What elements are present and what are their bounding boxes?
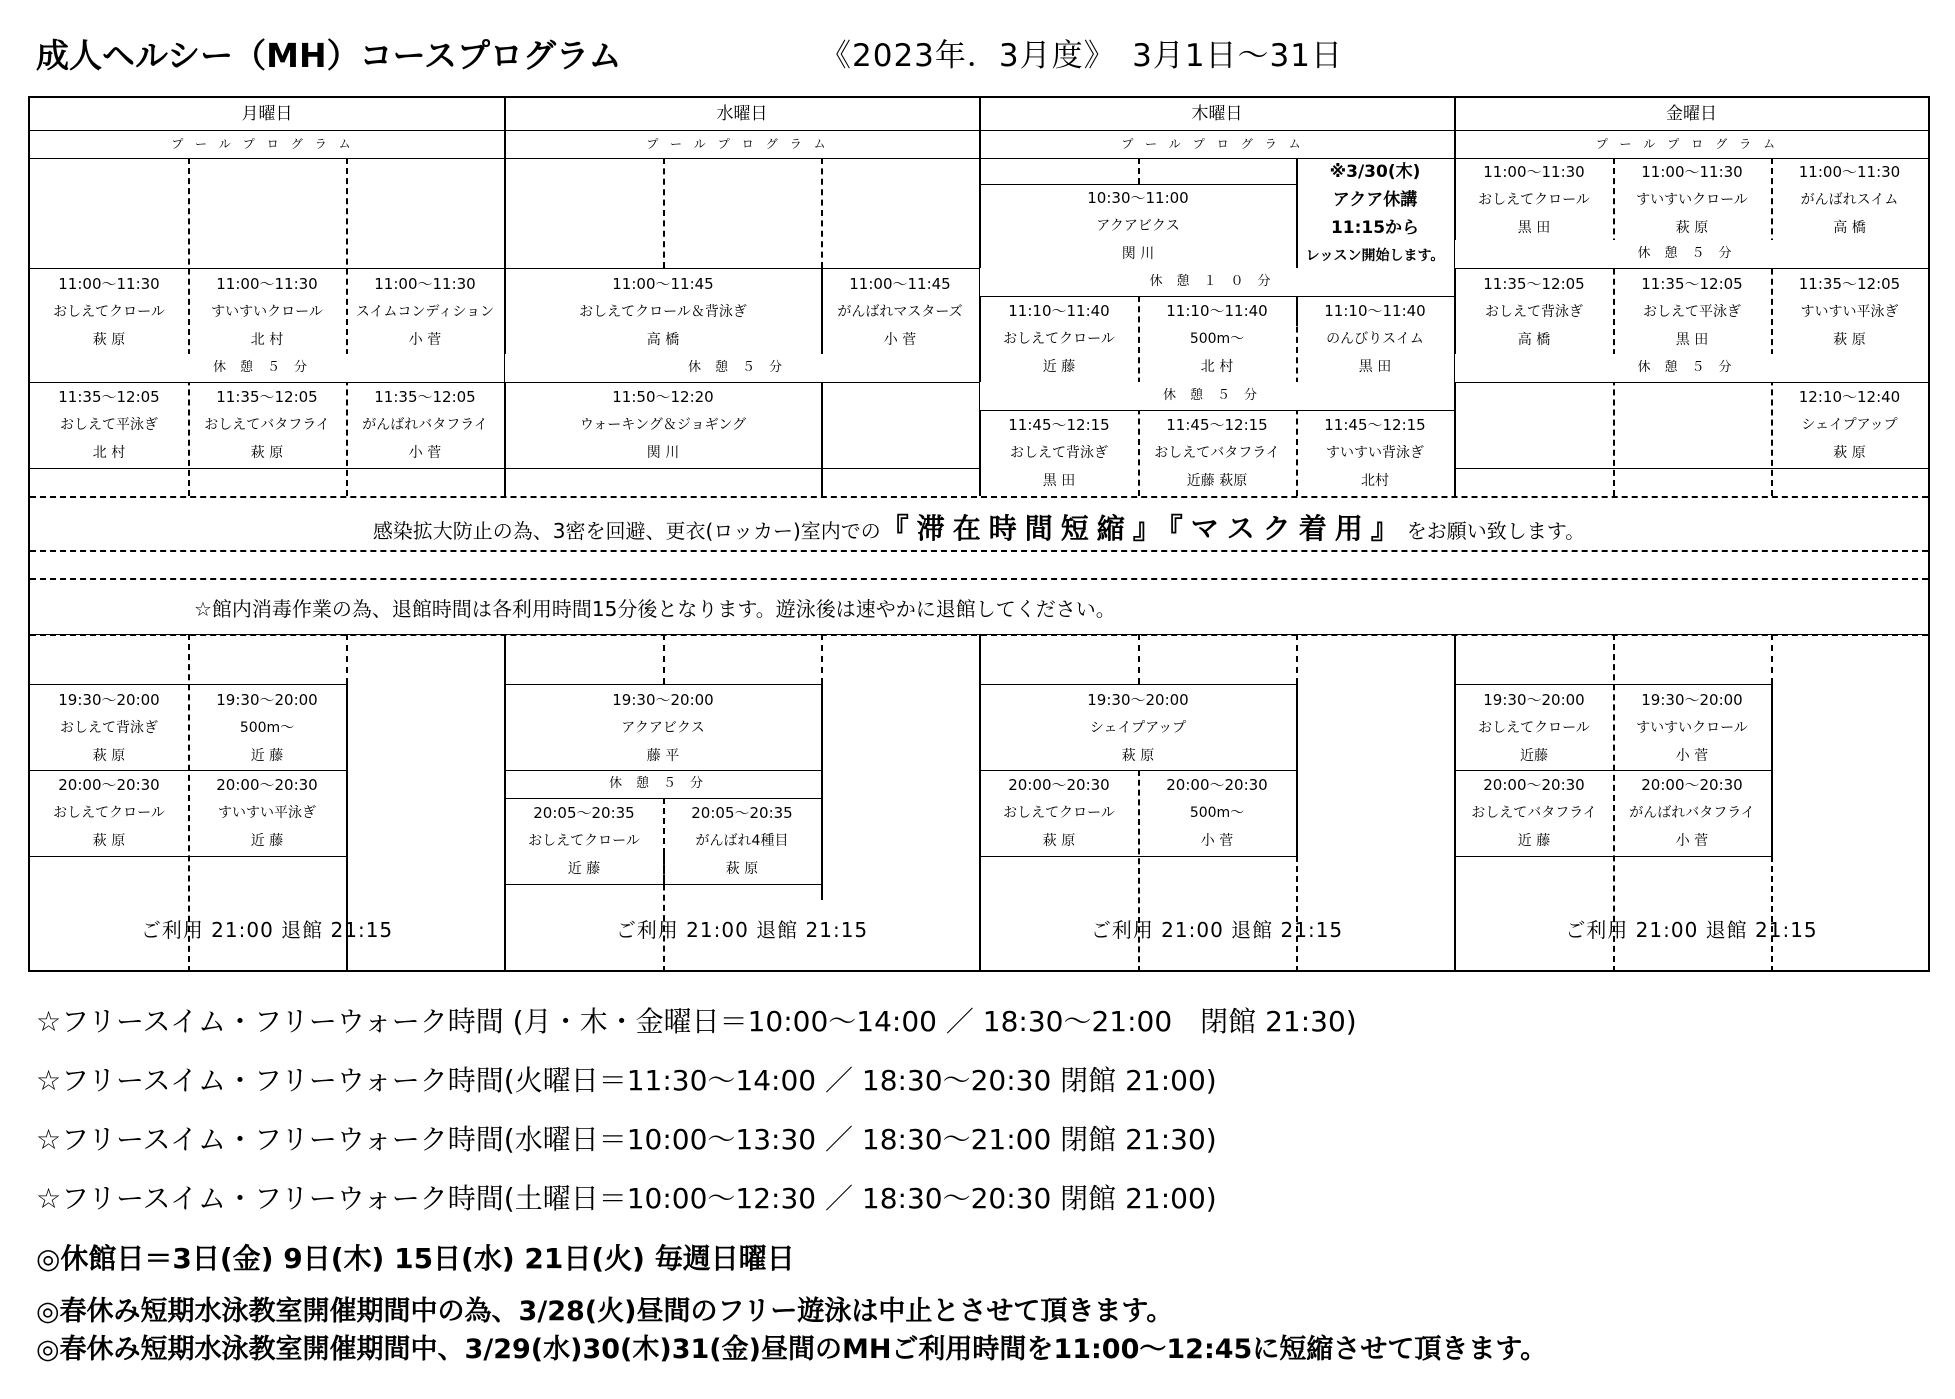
thu-evening-lesson-1: 19:30～20:00 シェイプアップ 萩 原 xyxy=(1087,691,1189,764)
free-swim-hours-tue: ☆フリースイム・フリーウォーク時間(火曜日＝11:30～14:00 ／ 18:30～20:30 閉館 21:00) xyxy=(36,1064,1217,1097)
break-label: 休憩５分 xyxy=(980,382,1454,410)
spring-notice-2: ◎春休み短期水泳教室開催期間中、3/29(水)30(木)31(金)昼間のMHご利用時間を11:00～12:45に短縮させて頂きます。 xyxy=(36,1334,1548,1365)
break-label: 休憩５分 xyxy=(1455,240,1928,268)
day-header-mon: 月曜日 xyxy=(241,104,293,124)
pool-program-label: プールプログラム xyxy=(1595,137,1788,151)
usage-end-time: ご利用 21:00 退館 21:15 xyxy=(140,918,394,942)
schedule-table xyxy=(28,96,1930,972)
fri-lesson-2: 11:00～11:30 すいすいクロール 萩 原 xyxy=(1636,163,1748,236)
thu-lesson-5: 11:45～12:15 おしえてバタフライ 近藤 萩原 xyxy=(1154,416,1280,489)
fri-evening-lesson-4: 20:00～20:30 がんばれバタフライ 小 菅 xyxy=(1629,776,1755,849)
day-header-wed: 水曜日 xyxy=(716,104,768,124)
mon-evening-lesson-2: 19:30～20:00 500m～ 近 藤 xyxy=(216,691,318,764)
page-title: 成人ヘルシー（MH）コースプログラム xyxy=(36,36,622,75)
break-label: 休憩５分 xyxy=(608,776,717,791)
pool-program-label: プールプログラム xyxy=(1121,137,1313,151)
day-header-fri: 金曜日 xyxy=(1666,104,1717,124)
mon-lesson-5: 11:35～12:05 おしえてバタフライ 萩 原 xyxy=(204,388,330,461)
thu-lesson-6: 11:45～12:15 すいすい背泳ぎ 北村 xyxy=(1324,416,1426,489)
pool-program-label: プールプログラム xyxy=(171,137,363,151)
fri-evening-lesson-3: 20:00～20:30 おしえてバタフライ 近 藤 xyxy=(1471,776,1597,849)
fri-lesson-6: 11:35～12:05 すいすい平泳ぎ 萩 原 xyxy=(1798,275,1901,348)
thu-lesson-aquabics: 10:30～11:00 アクアビクス 関 川 xyxy=(1087,189,1189,262)
fri-lesson-3: 11:00～11:30 がんばれスイム 高 橋 xyxy=(1798,163,1901,236)
free-swim-hours-sat: ☆フリースイム・フリーウォーク時間(土曜日＝10:00～12:30 ／ 18:30～20:30 閉館 21:00) xyxy=(36,1182,1217,1215)
pool-program-label: プールプログラム xyxy=(646,137,838,151)
thu-lesson-3: 11:10～11:40 のんびりスイム 黒 田 xyxy=(1324,302,1426,375)
infection-prevention-banner: 感染拡大防止の為、3密を回避、更衣(ロッカー)室内での『滞在時間短縮』『マスク着用』をお願い致します。 xyxy=(372,512,1586,545)
fri-lesson-1: 11:00～11:30 おしえてクロール 黒 田 xyxy=(1478,163,1590,236)
wed-evening-lesson-2: 20:05～20:35 おしえてクロール 近 藤 xyxy=(528,804,640,877)
schedule-period: 《2023年．3月度》 3月1日～31日 xyxy=(820,38,1344,74)
free-swim-hours-mon-thu-fri: ☆フリースイム・フリーウォーク時間 (月・木・金曜日＝10:00～14:00 ／ 18:30～21:00 閉館 21:30) xyxy=(36,1005,1357,1038)
usage-end-time: ご利用 21:00 退館 21:15 xyxy=(1565,918,1818,942)
thu-lesson-1: 11:10～11:40 おしえてクロール 近 藤 xyxy=(1003,302,1115,375)
mon-lesson-6: 11:35～12:05 がんばれバタフライ 小 菅 xyxy=(362,388,488,461)
mon-evening-lesson-1: 19:30～20:00 おしえて背泳ぎ 萩 原 xyxy=(58,691,160,764)
wed-lesson-2: 11:00～11:45 がんばれマスターズ 小 菅 xyxy=(837,275,963,348)
disinfection-notice: ☆館内消毒作業の為、退館時間は各利用時間15分後となります。遊泳後は速やかに退館してください。 xyxy=(194,597,1116,621)
break-label: 休憩５分 xyxy=(30,354,504,382)
day-header-thu: 木曜日 xyxy=(1191,104,1243,124)
mon-lesson-4: 11:35～12:05 おしえて平泳ぎ 北 村 xyxy=(58,388,160,461)
thu-evening-lesson-2: 20:00～20:30 おしえてクロール 萩 原 xyxy=(1003,776,1115,849)
mon-lesson-1: 11:00～11:30 おしえてクロール 萩 原 xyxy=(53,275,165,348)
break-label: 休憩５分 xyxy=(1455,354,1928,382)
thu-evening-lesson-3: 20:00～20:30 500m～ 小 菅 xyxy=(1166,776,1268,849)
usage-end-time: ご利用 21:00 退館 21:15 xyxy=(615,918,869,942)
wed-evening-lesson-3: 20:05～20:35 がんばれ4種目 萩 原 xyxy=(691,804,793,877)
wed-lesson-1: 11:00～11:45 おしえてクロール＆背泳ぎ 高 橋 xyxy=(579,275,747,348)
mon-evening-lesson-4: 20:00～20:30 すいすい平泳ぎ 近 藤 xyxy=(216,776,318,849)
fri-evening-lesson-2: 19:30～20:00 すいすいクロール 小 菅 xyxy=(1636,691,1748,764)
spring-notice-1: ◎春休み短期水泳教室開催期間中の為、3/28(火)昼間のフリー遊泳は中止とさせて頂きます。 xyxy=(36,1296,1174,1327)
break-label: 休憩１０分 xyxy=(980,268,1454,296)
fri-lesson-7: 12:10～12:40 シェイプアップ 萩 原 xyxy=(1798,388,1901,461)
fri-evening-lesson-1: 19:30～20:00 おしえてクロール 近藤 xyxy=(1478,691,1590,764)
mon-lesson-3: 11:00～11:30 スイムコンディション 小 菅 xyxy=(355,275,495,348)
thu-lesson-2: 11:10～11:40 500m～ 北 村 xyxy=(1166,302,1268,375)
wed-evening-lesson-1: 19:30～20:00 アクアビクス 藤 平 xyxy=(612,691,714,764)
break-label: 休憩５分 xyxy=(505,354,979,382)
usage-end-time: ご利用 21:00 退館 21:15 xyxy=(1090,918,1344,942)
thu-cancel-notice: ※3/30(木) アクア休講 11:15から レッスン開始します。 xyxy=(1305,162,1445,264)
thu-lesson-4: 11:45～12:15 おしえて背泳ぎ 黒 田 xyxy=(1008,416,1110,489)
mon-evening-lesson-3: 20:00～20:30 おしえてクロール 萩 原 xyxy=(53,776,165,849)
fri-lesson-5: 11:35～12:05 おしえて平泳ぎ 黒 田 xyxy=(1641,275,1743,348)
closed-days: ◎休館日＝3日(金) 9日(木) 15日(水) 21日(火) 毎週日曜日 xyxy=(36,1242,795,1275)
fri-lesson-4: 11:35～12:05 おしえて背泳ぎ 高 橋 xyxy=(1483,275,1585,348)
wed-lesson-3: 11:50～12:20 ウォーキング＆ジョギング 関 川 xyxy=(579,388,747,461)
mon-lesson-2: 11:00～11:30 すいすいクロール 北 村 xyxy=(211,275,323,348)
free-swim-hours-wed: ☆フリースイム・フリーウォーク時間(水曜日＝10:00～13:30 ／ 18:30～21:00 閉館 21:30) xyxy=(36,1123,1217,1156)
